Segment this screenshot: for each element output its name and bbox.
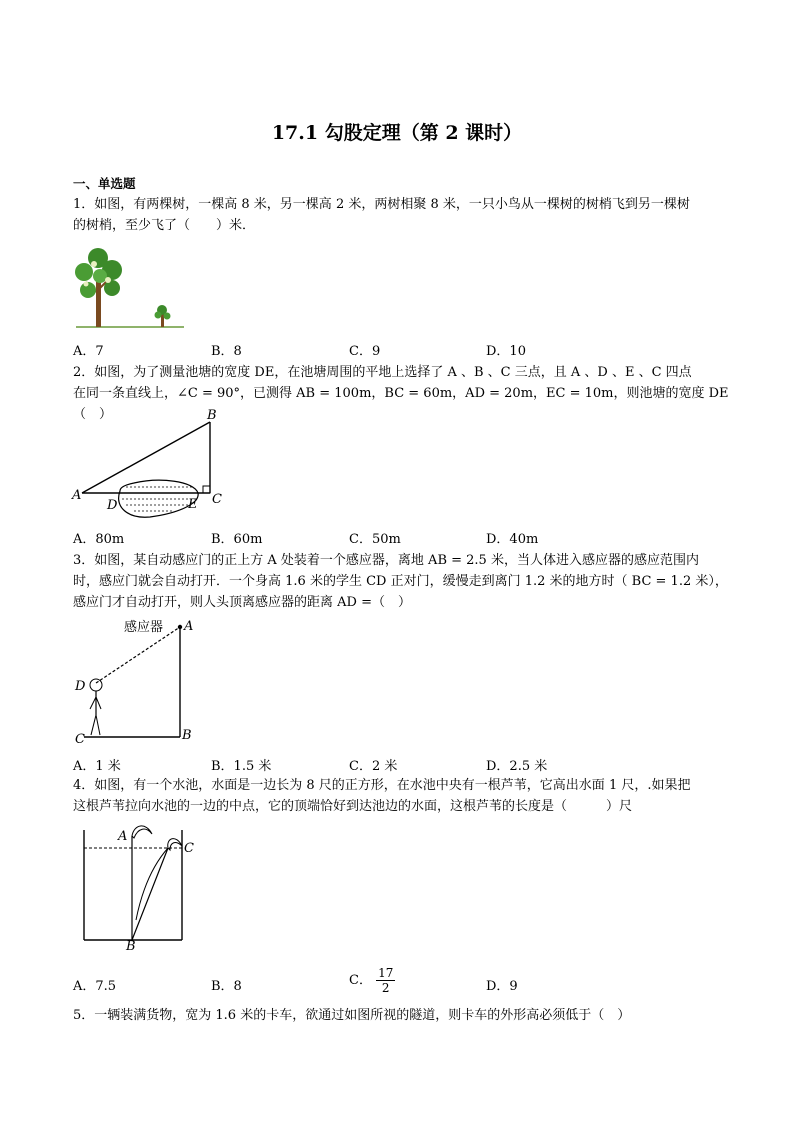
fig3-label-c: C bbox=[75, 732, 85, 745]
page-title: 17.1 勾股定理（第 2 课时） bbox=[271, 122, 523, 144]
q2-option-c[interactable]: C．50m bbox=[349, 532, 401, 547]
q1-option-c[interactable]: C．9 bbox=[349, 344, 381, 359]
q4-option-c-label: C． bbox=[349, 973, 372, 988]
question-3 bbox=[73, 550, 733, 613]
q4-option-b[interactable]: B．8 bbox=[211, 979, 242, 994]
q1-option-a[interactable]: A．7 bbox=[73, 344, 104, 359]
q4-option-a[interactable]: A．7.5 bbox=[73, 979, 117, 994]
fig2-label-d: D bbox=[107, 498, 118, 513]
fig4-label-b: B bbox=[126, 939, 136, 950]
question-2-line2: 在同一条直线上，∠C = 90°，已测得 AB = 100m，BC = 60m，AD = 20m，EC = 10m，则池塘的宽度 DE（ ） bbox=[73, 386, 729, 422]
fig4-label-c: C bbox=[184, 841, 194, 856]
question-3-line2: 时，感应门就会自动打开．一个身高 1.6 米的学生 CD 正对门，缓慢走到离门 1.2 米的地方时（ BC = 1.2 米）， bbox=[73, 574, 728, 589]
fig2-label-a: A bbox=[72, 488, 82, 503]
q1-option-d[interactable]: D．10 bbox=[486, 344, 526, 359]
q3-option-c[interactable]: C．2 米 bbox=[349, 759, 398, 774]
q2-option-b[interactable]: B．60m bbox=[211, 532, 263, 547]
fraction-numerator: 17 bbox=[378, 966, 394, 980]
question-4 bbox=[73, 775, 733, 817]
fig3-label-sensor: 感应器 bbox=[124, 620, 164, 635]
question-5 bbox=[73, 1005, 733, 1026]
question-3-line3: 感应门才自动打开，则人头顶离感应器的距离 AD =（ ） bbox=[73, 595, 411, 610]
fig2-label-e: E bbox=[188, 497, 198, 512]
question-3-line1: 3．如图，某自动感应门的正上方 A 处装着一个感应器，离地 AB = 2.5 米，当人体进入感应器的感应范围内 bbox=[73, 553, 699, 568]
q4-option-d[interactable]: D．9 bbox=[486, 979, 518, 994]
q1-option-b[interactable]: B．8 bbox=[211, 344, 242, 359]
question-1-line2: 的树梢，至少飞了（ ）米． bbox=[73, 218, 256, 233]
fig3-label-d: D bbox=[75, 679, 86, 694]
q4-option-c-fraction bbox=[376, 966, 395, 995]
question-1 bbox=[73, 194, 733, 236]
section-heading: 一、单选题 bbox=[73, 176, 136, 191]
fraction-denominator: 2 bbox=[381, 981, 390, 995]
q3-option-a[interactable]: A．1 米 bbox=[73, 759, 121, 774]
fig2-label-c: C bbox=[212, 492, 222, 507]
question-4-line1: 4．如图，有一个水池，水面是一边长为 8 尺的正方形，在水池中央有一根芦苇，它高出水面 1 尺，.如果把 bbox=[73, 778, 691, 793]
q4-option-c[interactable] bbox=[349, 966, 395, 995]
two-trees-figure bbox=[72, 244, 192, 332]
question-4-line2: 这根芦苇拉向水池的一边的中点，它的顶端恰好到达池边的水面，这根芦苇的长度是（ ）尺 bbox=[73, 799, 633, 814]
q3-option-b[interactable]: B．1.5 米 bbox=[211, 759, 272, 774]
q2-option-d[interactable]: D．40m bbox=[486, 532, 539, 547]
fig4-label-a: A bbox=[118, 829, 128, 844]
fig3-label-a: A bbox=[184, 619, 194, 634]
sensor-door-figure bbox=[70, 615, 210, 745]
question-5-line1: 5．一辆装满货物，宽为 1.6 米的卡车，欲通过如图所视的隧道，则卡车的外形高必须低于（ ） bbox=[73, 1008, 631, 1023]
pond-reed-figure bbox=[72, 820, 202, 950]
q2-option-a[interactable]: A．80m bbox=[73, 532, 125, 547]
question-2-line1: 2．如图，为了测量池塘的宽度 DE，在池塘周围的平地上选择了 A 、B 、C 三点，且 A 、D 、E 、C 四点 bbox=[73, 365, 692, 380]
question-1-line1: 1．如图，有两棵树，一棵高 8 米，另一棵高 2 米，两树相聚 8 米，一只小鸟从一棵树的树梢飞到另一棵树 bbox=[73, 197, 690, 212]
q3-option-d[interactable]: D．2.5 米 bbox=[486, 759, 548, 774]
fig3-label-b: B bbox=[182, 728, 192, 743]
fig2-label-b: B bbox=[207, 408, 217, 423]
pond-triangle-figure bbox=[70, 405, 230, 520]
